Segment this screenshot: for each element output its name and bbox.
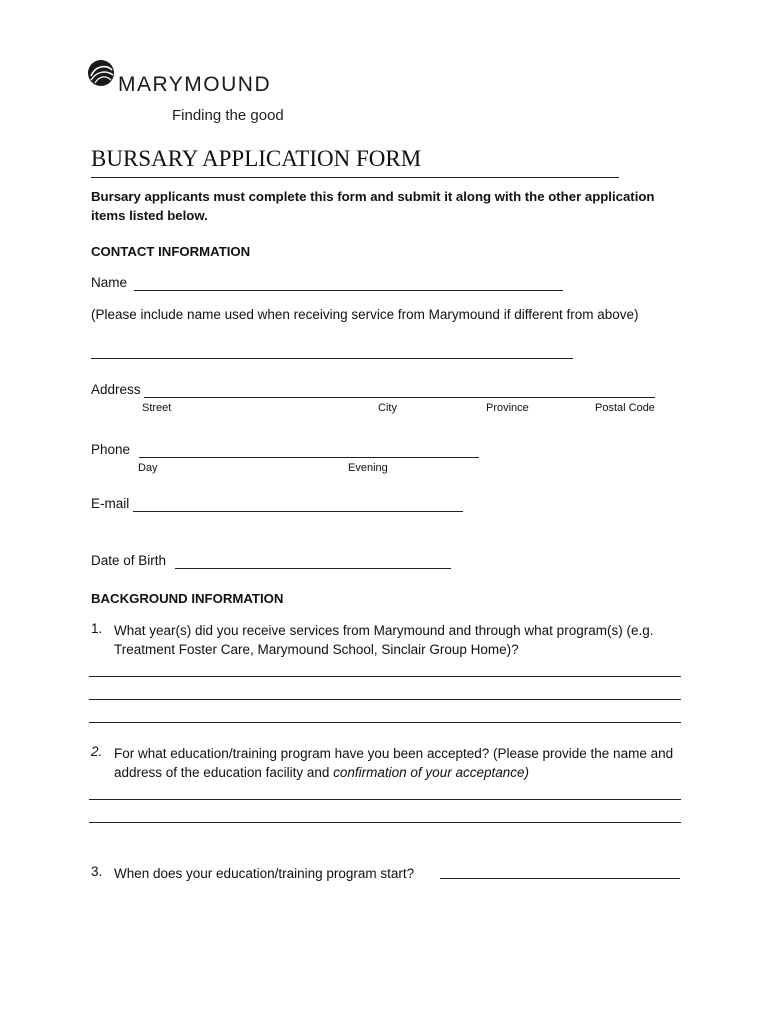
name-label: Name [91, 275, 128, 290]
question-3-text: When does your education/training program start? [114, 866, 415, 881]
phone-evening-caption: Evening [348, 462, 388, 474]
email-label: E-mail [91, 496, 130, 511]
phone-label: Phone [91, 442, 131, 457]
address-label: Address [91, 382, 141, 397]
question-1-answer-line-1[interactable] [89, 676, 681, 677]
brand-name: MARYMOUND [118, 73, 272, 96]
question-3-number: 3. [91, 864, 103, 879]
address-city-caption: City [378, 402, 397, 414]
question-2-text [114, 744, 684, 782]
question-1-text: What year(s) did you receive services from Marymound and through what program(s) (e.g. Treatment Foster Care, Marymound School, Sinclair Group Home)? [114, 623, 654, 657]
address-field[interactable] [144, 397, 655, 398]
phone-field[interactable] [139, 457, 479, 458]
question-3-answer-field[interactable] [440, 878, 680, 879]
question-2-answer-line-1[interactable] [89, 799, 681, 800]
question-2-text-italic: confirmation of your acceptance) [333, 765, 529, 780]
background-heading: BACKGROUND INFORMATION [91, 591, 284, 606]
alternate-name-field[interactable] [91, 358, 573, 359]
question-1-answer-line-3[interactable] [89, 722, 681, 723]
name-field[interactable] [134, 290, 563, 291]
address-province-caption: Province [486, 402, 529, 414]
address-postal-caption: Postal Code [595, 402, 655, 414]
question-2-text-main: For what education/training program have you been accepted? (Please provide the name and address of the education facility and [114, 746, 674, 780]
title-underline [91, 177, 619, 178]
phone-day-caption: Day [138, 462, 158, 474]
email-field[interactable] [133, 511, 463, 512]
question-2-number: 2. [91, 744, 103, 759]
dob-label: Date of Birth [91, 553, 167, 568]
brand-tagline: Finding the good [172, 107, 284, 124]
question-2-answer-line-2[interactable] [89, 822, 681, 823]
dob-field[interactable] [175, 568, 451, 569]
name-note: (Please include name used when receiving service from Marymound if different from above) [91, 307, 639, 322]
marymound-swirl-logo-icon [86, 58, 116, 88]
form-title: BURSARY APPLICATION FORM [91, 146, 422, 171]
form-intro: Bursary applicants must complete this form and submit it along with the other application items listed below. [91, 189, 655, 223]
question-1-answer-line-2[interactable] [89, 699, 681, 700]
contact-heading: CONTACT INFORMATION [91, 244, 251, 259]
address-street-caption: Street [142, 402, 172, 414]
question-1-number: 1. [91, 621, 103, 636]
